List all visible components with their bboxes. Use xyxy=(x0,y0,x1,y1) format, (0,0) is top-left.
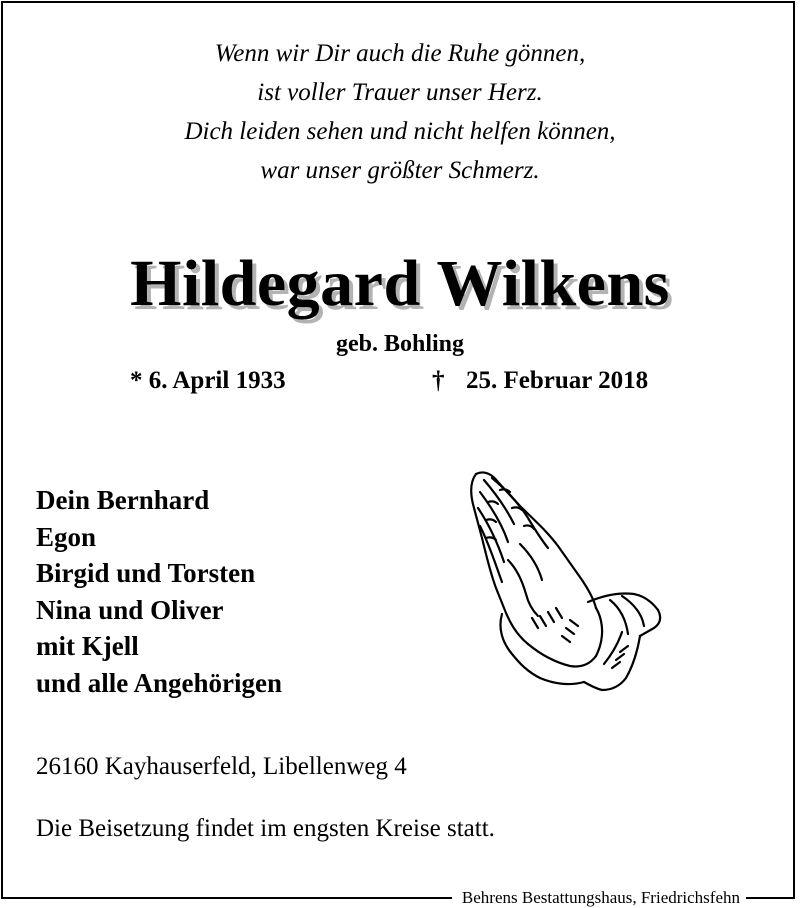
funeral-note: Die Beisetzung findet im engsten Kreise statt. xyxy=(36,815,495,842)
mourner-name: Birgid und Torsten xyxy=(36,558,256,589)
mourner-name: mit Kjell xyxy=(36,631,139,662)
poem xyxy=(0,34,800,190)
poem-line: ist voller Trauer unser Herz. xyxy=(257,79,543,106)
birth-date: * 6. April 1933 xyxy=(130,367,286,394)
poem-line: Dich leiden sehen und nicht helfen können, xyxy=(184,118,616,145)
praying-hands-icon xyxy=(462,468,674,694)
mourner-name: Nina und Oliver xyxy=(36,594,224,625)
address: 26160 Kayhauserfeld, Libellenweg 4 xyxy=(36,753,407,780)
mourner-name: Dein Bernhard xyxy=(36,485,210,515)
mourner-name: Egon xyxy=(36,521,97,552)
maiden-name: geb. Bohling xyxy=(335,331,465,357)
footer xyxy=(452,888,746,908)
death-date: 25. Februar 2018 xyxy=(466,367,649,394)
cross-icon: † xyxy=(432,367,445,394)
funeral-home-name: Behrens Bestattungshaus, Friedrichsfehn xyxy=(452,888,746,908)
death-date-group xyxy=(432,366,648,396)
mourners-list xyxy=(36,482,282,702)
mourner-name: und alle Angehörigen xyxy=(36,667,283,698)
poem-line: Wenn wir Dir auch die Ruhe gönnen, xyxy=(214,40,586,67)
deceased-name: Hildegard Wilkens xyxy=(130,247,670,320)
poem-line: war unser größter Schmerz. xyxy=(260,157,540,184)
